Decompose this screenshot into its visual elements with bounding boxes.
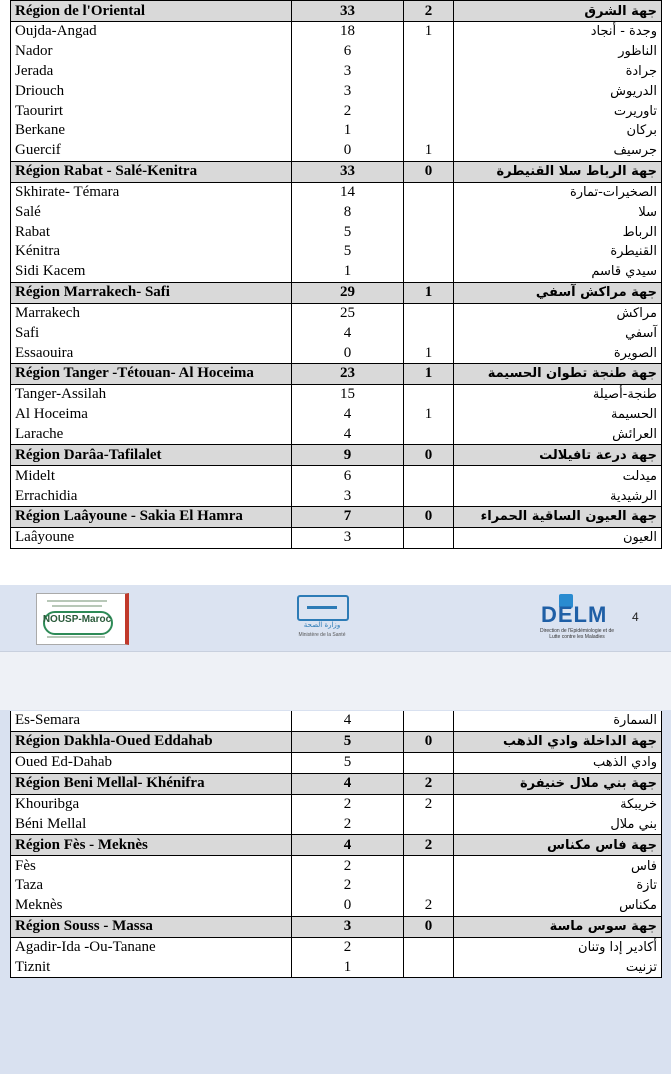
- secondary-count: 0: [404, 445, 454, 466]
- province-name: Nador: [11, 42, 292, 62]
- province-name: Sidi Kacem: [11, 262, 292, 282]
- province-name: Kénitra: [11, 242, 292, 262]
- region-header-row: [11, 282, 662, 303]
- cases-count: 1: [292, 121, 404, 141]
- ministry-emblem-icon: [297, 595, 349, 621]
- region-name-arabic: جهة الشرق: [454, 1, 662, 22]
- secondary-count: [404, 814, 454, 834]
- province-name-arabic: تازة: [454, 876, 662, 896]
- cases-count: 23: [292, 363, 404, 384]
- cases-count: 5: [292, 731, 404, 752]
- province-name: Taza: [11, 876, 292, 896]
- cases-count: 6: [292, 42, 404, 62]
- province-name-arabic: الصويرة: [454, 343, 662, 363]
- province-row: [11, 486, 662, 506]
- province-name-arabic: تاوريرت: [454, 101, 662, 121]
- region-name-arabic: جهة العيون الساقية الحمراء: [454, 506, 662, 527]
- province-row: [11, 101, 662, 121]
- cases-count: 0: [292, 343, 404, 363]
- region-header-row: [11, 835, 662, 856]
- province-name: Larache: [11, 425, 292, 445]
- cases-count: 4: [292, 425, 404, 445]
- province-name: Tanger-Assilah: [11, 384, 292, 404]
- region-name: Région Dakhla-Oued Eddahab: [11, 731, 292, 752]
- province-name: Oued Ed-Dahab: [11, 752, 292, 773]
- region-name: Région Fès - Meknès: [11, 835, 292, 856]
- cases-count: 5: [292, 752, 404, 773]
- secondary-count: [404, 527, 454, 548]
- cases-count: 14: [292, 182, 404, 202]
- province-name: Skhirate- Témara: [11, 182, 292, 202]
- province-name: Marrakech: [11, 303, 292, 323]
- cases-count: 5: [292, 242, 404, 262]
- province-row: [11, 22, 662, 42]
- province-name: Midelt: [11, 466, 292, 486]
- province-name-arabic: الصخيرات-تمارة: [454, 182, 662, 202]
- region-header-row: [11, 445, 662, 466]
- delm-logo-text: DELM: [541, 602, 608, 627]
- delm-logo: [537, 594, 615, 642]
- province-name: Essaouira: [11, 343, 292, 363]
- province-name: Taourirt: [11, 101, 292, 121]
- document-page-5: [0, 710, 671, 1074]
- regions-table-page-4: [10, 0, 662, 549]
- region-name: Région Marrakech- Safi: [11, 282, 292, 303]
- ministry-health-logo: [292, 595, 362, 645]
- region-name-arabic: جهة الداخلة وادي الذهب: [454, 731, 662, 752]
- province-row: [11, 527, 662, 548]
- secondary-count: [404, 957, 454, 977]
- secondary-count: 0: [404, 161, 454, 182]
- province-name-arabic: مراكش: [454, 303, 662, 323]
- province-name-arabic: أكادير إدا وتنان: [454, 937, 662, 957]
- nousp-logo: [36, 593, 129, 645]
- province-row: [11, 81, 662, 101]
- secondary-count: 2: [404, 896, 454, 916]
- cases-count: 25: [292, 303, 404, 323]
- page-number: 4: [632, 610, 639, 624]
- province-name: Fès: [11, 856, 292, 876]
- cases-count: 1: [292, 957, 404, 977]
- secondary-count: 1: [404, 343, 454, 363]
- region-name-arabic: جهة بني ملال خنيفرة: [454, 773, 662, 794]
- region-header-row: [11, 506, 662, 527]
- secondary-count: 0: [404, 506, 454, 527]
- cases-count: 5: [292, 222, 404, 242]
- secondary-count: [404, 937, 454, 957]
- secondary-count: [404, 876, 454, 896]
- region-name: Région Laâyoune - Sakia El Hamra: [11, 506, 292, 527]
- cases-count: 18: [292, 22, 404, 42]
- province-name-arabic: بركان: [454, 121, 662, 141]
- province-name-arabic: سيدي قاسم: [454, 262, 662, 282]
- region-name: Région Beni Mellal- Khénifra: [11, 773, 292, 794]
- province-row: [11, 222, 662, 242]
- province-name: Khouribga: [11, 794, 292, 814]
- cases-count: 2: [292, 876, 404, 896]
- province-row: [11, 794, 662, 814]
- cases-count: 0: [292, 896, 404, 916]
- province-name: Tiznit: [11, 957, 292, 977]
- secondary-count: [404, 202, 454, 222]
- province-name-arabic: فاس: [454, 856, 662, 876]
- province-row: [11, 876, 662, 896]
- region-name-arabic: جهة سوس ماسة: [454, 916, 662, 937]
- secondary-count: 2: [404, 794, 454, 814]
- province-row: [11, 752, 662, 773]
- region-header-row: [11, 916, 662, 937]
- secondary-count: [404, 752, 454, 773]
- logo-line: [47, 636, 105, 638]
- cases-count: 29: [292, 282, 404, 303]
- secondary-count: 2: [404, 773, 454, 794]
- province-name-arabic: وجدة - أنجاد: [454, 22, 662, 42]
- secondary-count: 0: [404, 731, 454, 752]
- secondary-count: 1: [404, 405, 454, 425]
- province-row: [11, 242, 662, 262]
- province-row: [11, 323, 662, 343]
- province-name: Laâyoune: [11, 527, 292, 548]
- province-name-arabic: جرادة: [454, 62, 662, 82]
- logo-line: [52, 605, 102, 607]
- cases-count: 4: [292, 405, 404, 425]
- province-row: [11, 937, 662, 957]
- province-row: [11, 425, 662, 445]
- province-row: [11, 141, 662, 161]
- province-row: [11, 957, 662, 977]
- province-row: [11, 856, 662, 876]
- province-name: Meknès: [11, 896, 292, 916]
- province-row: [11, 262, 662, 282]
- cases-count: 2: [292, 794, 404, 814]
- cases-count: 3: [292, 62, 404, 82]
- province-name-arabic: خريبكة: [454, 794, 662, 814]
- cases-count: 33: [292, 161, 404, 182]
- regions-table-page-5: [10, 711, 662, 978]
- secondary-count: [404, 62, 454, 82]
- province-name-arabic: الناظور: [454, 42, 662, 62]
- province-name: Safi: [11, 323, 292, 343]
- region-header-row: [11, 773, 662, 794]
- secondary-count: [404, 42, 454, 62]
- cases-count: 2: [292, 937, 404, 957]
- secondary-count: [404, 425, 454, 445]
- cases-count: 33: [292, 1, 404, 22]
- cases-count: 4: [292, 323, 404, 343]
- province-name-arabic: طنجة-أصيلة: [454, 384, 662, 404]
- cases-count: 4: [292, 773, 404, 794]
- region-name-arabic: جهة فاس مكناس: [454, 835, 662, 856]
- province-name-arabic: ميدلت: [454, 466, 662, 486]
- province-name-arabic: العيون: [454, 527, 662, 548]
- delm-logo-subtitle: Direction de l'Epidémiologie et de Lutte contre les Maladies: [539, 628, 615, 640]
- province-name-arabic: العرائش: [454, 425, 662, 445]
- province-name-arabic: جرسيف: [454, 141, 662, 161]
- province-name-arabic: وادي الذهب: [454, 752, 662, 773]
- province-name-arabic: بني ملال: [454, 814, 662, 834]
- nousp-logo-text: NOUSP-Maroc: [42, 614, 112, 625]
- cases-count: 0: [292, 141, 404, 161]
- secondary-count: [404, 101, 454, 121]
- province-name-arabic: الحسيمة: [454, 405, 662, 425]
- region-header-row: [11, 161, 662, 182]
- province-row: [11, 62, 662, 82]
- secondary-count: [404, 242, 454, 262]
- secondary-count: 1: [404, 363, 454, 384]
- secondary-count: [404, 303, 454, 323]
- province-name: Jerada: [11, 62, 292, 82]
- region-name: Région de l'Oriental: [11, 1, 292, 22]
- cases-count: 3: [292, 486, 404, 506]
- region-header-row: [11, 1, 662, 22]
- cases-count: 4: [292, 711, 404, 731]
- cases-count: 1: [292, 262, 404, 282]
- province-name: Guercif: [11, 141, 292, 161]
- province-name: Berkane: [11, 121, 292, 141]
- province-name-arabic: تزنيت: [454, 957, 662, 977]
- secondary-count: 1: [404, 22, 454, 42]
- cases-count: 15: [292, 384, 404, 404]
- province-name-arabic: آسفي: [454, 323, 662, 343]
- province-name: Béni Mellal: [11, 814, 292, 834]
- cases-count: 6: [292, 466, 404, 486]
- secondary-count: [404, 466, 454, 486]
- cases-count: 3: [292, 527, 404, 548]
- province-name: Errachidia: [11, 486, 292, 506]
- secondary-count: [404, 384, 454, 404]
- province-row: [11, 343, 662, 363]
- province-row: [11, 814, 662, 834]
- cases-count: 3: [292, 81, 404, 101]
- province-name-arabic: الرباط: [454, 222, 662, 242]
- cases-count: 2: [292, 814, 404, 834]
- secondary-count: [404, 323, 454, 343]
- secondary-count: 2: [404, 835, 454, 856]
- cases-count: 7: [292, 506, 404, 527]
- region-name: Région Tanger -Tétouan- Al Hoceima: [11, 363, 292, 384]
- province-row: [11, 42, 662, 62]
- cases-count: 8: [292, 202, 404, 222]
- region-name-arabic: جهة درعة تافيلالت: [454, 445, 662, 466]
- province-name: Es-Semara: [11, 711, 292, 731]
- province-row: [11, 121, 662, 141]
- province-row: [11, 202, 662, 222]
- province-name-arabic: الدريوش: [454, 81, 662, 101]
- secondary-count: [404, 81, 454, 101]
- region-name: Région Darâa-Tafilalet: [11, 445, 292, 466]
- province-name: Rabat: [11, 222, 292, 242]
- secondary-count: 1: [404, 141, 454, 161]
- secondary-count: [404, 262, 454, 282]
- cases-count: 2: [292, 101, 404, 121]
- ministry-logo-text-ar: وزارة الصحة: [303, 621, 341, 629]
- province-row: [11, 182, 662, 202]
- page-footer: [0, 585, 671, 652]
- region-name: Région Rabat - Salé-Kenitra: [11, 161, 292, 182]
- ministry-logo-text-fr: Ministère de la Santé: [298, 632, 346, 638]
- province-row: [11, 405, 662, 425]
- province-name: Agadir-Ida -Ou-Tanane: [11, 937, 292, 957]
- secondary-count: 2: [404, 1, 454, 22]
- secondary-count: 1: [404, 282, 454, 303]
- secondary-count: [404, 486, 454, 506]
- cases-count: 9: [292, 445, 404, 466]
- cases-count: 4: [292, 835, 404, 856]
- province-row: [11, 303, 662, 323]
- region-name-arabic: جهة الرباط سلا القنيطرة: [454, 161, 662, 182]
- logo-line: [47, 600, 107, 602]
- province-name-arabic: سلا: [454, 202, 662, 222]
- region-name: Région Souss - Massa: [11, 916, 292, 937]
- cases-count: 3: [292, 916, 404, 937]
- secondary-count: [404, 182, 454, 202]
- province-row: [11, 896, 662, 916]
- province-name-arabic: مكناس: [454, 896, 662, 916]
- secondary-count: [404, 222, 454, 242]
- province-row: [11, 466, 662, 486]
- region-header-row: [11, 363, 662, 384]
- province-name: Salé: [11, 202, 292, 222]
- province-name: Driouch: [11, 81, 292, 101]
- cases-count: 2: [292, 856, 404, 876]
- region-name-arabic: جهة طنجة تطوان الحسيمة: [454, 363, 662, 384]
- province-name: Oujda-Angad: [11, 22, 292, 42]
- province-name-arabic: الرشيدية: [454, 486, 662, 506]
- secondary-count: 0: [404, 916, 454, 937]
- secondary-count: [404, 121, 454, 141]
- province-name-arabic: السمارة: [454, 711, 662, 731]
- province-row: [11, 384, 662, 404]
- province-name-arabic: القنيطرة: [454, 242, 662, 262]
- region-name-arabic: جهة مراكش آسفي: [454, 282, 662, 303]
- region-header-row: [11, 731, 662, 752]
- secondary-count: [404, 856, 454, 876]
- secondary-count: [404, 711, 454, 731]
- province-name: Al Hoceima: [11, 405, 292, 425]
- province-row: [11, 711, 662, 731]
